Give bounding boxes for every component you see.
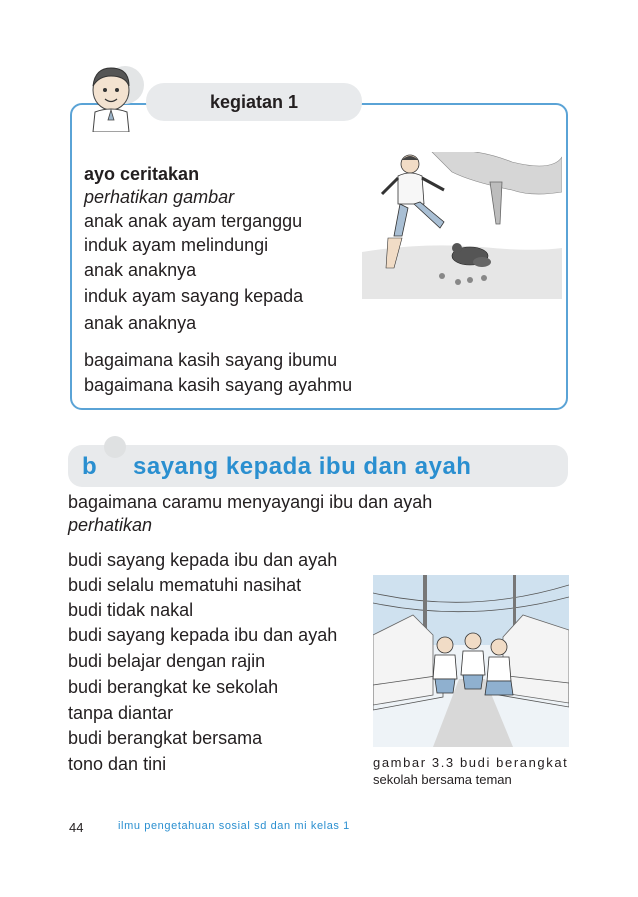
section-title: sayang kepada ibu dan ayah <box>133 453 472 480</box>
section-line: budi sayang kepada ibu dan ayah <box>68 550 338 570</box>
section-line: budi berangkat ke sekolah <box>68 677 279 697</box>
page-number: 44 <box>69 820 84 835</box>
section-line: budi sayang kepada ibu dan ayah <box>68 625 338 645</box>
activity-line: anak anak ayam terganggu <box>84 211 303 231</box>
section-line: budi belajar dengan rajin <box>68 651 266 671</box>
children-walking-to-school-illustration <box>373 575 569 747</box>
figure-caption: sekolah bersama teman <box>373 772 512 787</box>
activity-line: induk ayam sayang kepada <box>84 286 304 306</box>
activity-question: bagaimana kasih sayang ayahmu <box>84 375 353 395</box>
activity-heading: ayo ceritakan <box>84 164 200 184</box>
child-avatar-icon <box>81 62 141 132</box>
footer-book-title: ilmu pengetahuan sosial sd dan mi kelas 1 <box>118 820 350 832</box>
section-line: budi selalu mematuhi nasihat <box>68 575 302 595</box>
section-letter: b <box>82 453 97 480</box>
activity-instruction: perhatikan gambar <box>84 187 235 207</box>
section-intro: bagaimana caramu menyayangi ibu dan ayah <box>68 492 433 512</box>
activity-line: induk ayam melindungi <box>84 235 269 255</box>
section-line: budi tidak nakal <box>68 600 194 620</box>
section-decoration-circle <box>104 436 126 458</box>
boy-chasing-hens-illustration <box>362 152 562 299</box>
activity-question: bagaimana kasih sayang ibumu <box>84 350 338 370</box>
section-instruction: perhatikan <box>68 515 153 535</box>
activity-line: anak anaknya <box>84 260 197 280</box>
section-line: tono dan tini <box>68 754 167 774</box>
section-line: budi berangkat bersama <box>68 728 263 748</box>
figure-caption: gambar 3.3 budi berangkat <box>373 755 569 770</box>
activity-line: anak anaknya <box>84 313 197 333</box>
section-line: tanpa diantar <box>68 703 174 723</box>
activity-title: kegiatan 1 <box>209 92 299 112</box>
